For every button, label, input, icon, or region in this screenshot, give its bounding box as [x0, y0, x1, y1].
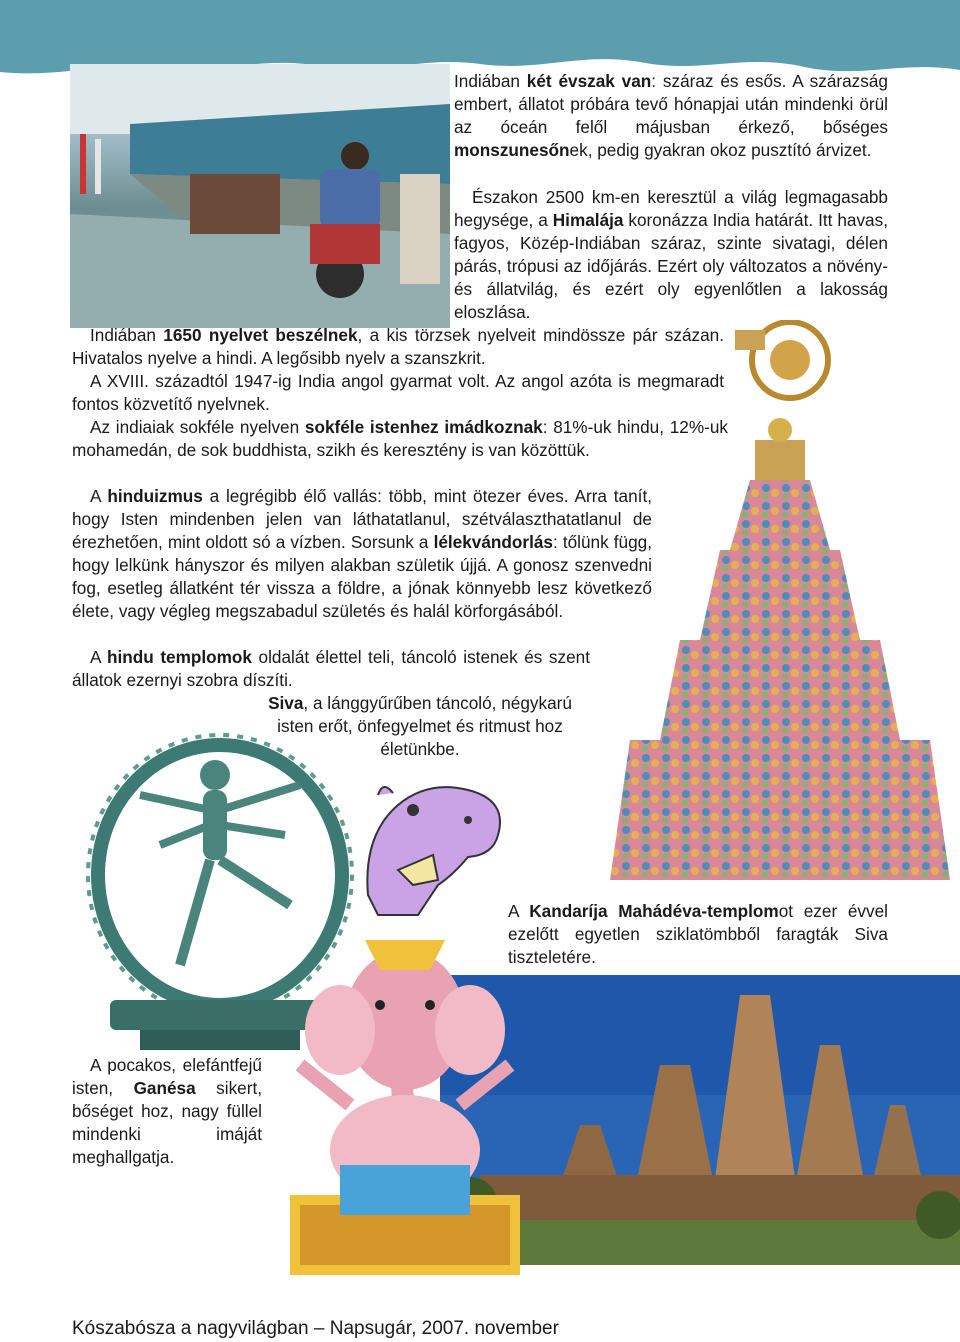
paragraph-hinduism: A hinduizmus a legrégibb élő vallás: több, mint ötezer éves. Arra tanít, hogy Isten mindenben jelen van láthatatlanul, szétválaszthatatlanul de érezhetően, mint oldott só a vízben. Sorsunk a lélekvándorlás: tőlünk függ, hogy lelkünk hányszor és milyen alakban születik újjá. A gonosz szenvedni fog, esetleg állatként tér vissza a földre, a jónak könnyebb lesz következő élete, vagy végleg megszabadul születés és halál körforgásából.: [72, 486, 653, 621]
caption-ganesa: A pocakos, elefántfejű isten, Ganésa sikert, bőséget hoz, nagy füllel mindenki imáját meghallgatja.: [72, 1055, 262, 1167]
page-footer: Kószabósza a nagyvilágban – Napsugár, 2007. november: [72, 1318, 559, 1339]
ganesa-painting: [270, 925, 540, 1285]
paragraph-religions: Az indiaiak sokféle nyelven sokféle istenhez imádkoznak: 81%-uk hindu, 12%-uk mohamedán, de sok buddhista, szikh és keresztény is van közöttük.: [72, 417, 728, 460]
paragraph-himalaya: Északon 2500 km-en keresztül a világ legmagasabb hegysége, a Himalája koronázza India határát. Itt havas, fagyos, Közép-Indiában száraz, szinte sivatagi, délen párás, trópusi az időjárás. Ezért oly változatos a növény- és állatvilág, és ezért oly egyenlőtlen a lakosság eloszlása.: [454, 187, 888, 322]
caption-siva: Siva, a lánggyűrűben táncoló, négykarú isten erőt, önfegyelmet és ritmust hoz életünkbe.: [268, 693, 572, 759]
caption-kandarija: A Kandaríja Mahádéva-templomot ezer évvel ezelőtt egyetlen sziklatömbből faragták Siva tiszteletére.: [508, 901, 888, 967]
paragraph-languages: Indiában 1650 nyelvet beszélnek, a kis törzsek nyelveit mindössze pár százan. Hivatalos nyelve a hindi. A legősibb nyelv a szanszkrit.: [72, 325, 724, 368]
paragraph-colony: A XVIII. századtól 1947-ig India angol gyarmat volt. Az angol azóta is megmaradt fontos közvetítő nyelvnek.: [72, 371, 724, 414]
flood-photo: [70, 64, 450, 328]
dragon-mascot: [358, 775, 518, 920]
paragraph-seasons: Indiában két évszak van: száraz és esős. A szárazság embert, állatot próbára tevő hónapjai után mindenki örül az óceán felől májusban érkező, bőséges monszunesőnek, pedig gyakran okoz pusztító árvizet.: [454, 71, 888, 160]
paragraph-temples: A hindu templomok oldalát élettel teli, táncoló istenek és szent állatok ezernyi szobra díszíti.: [72, 647, 590, 690]
